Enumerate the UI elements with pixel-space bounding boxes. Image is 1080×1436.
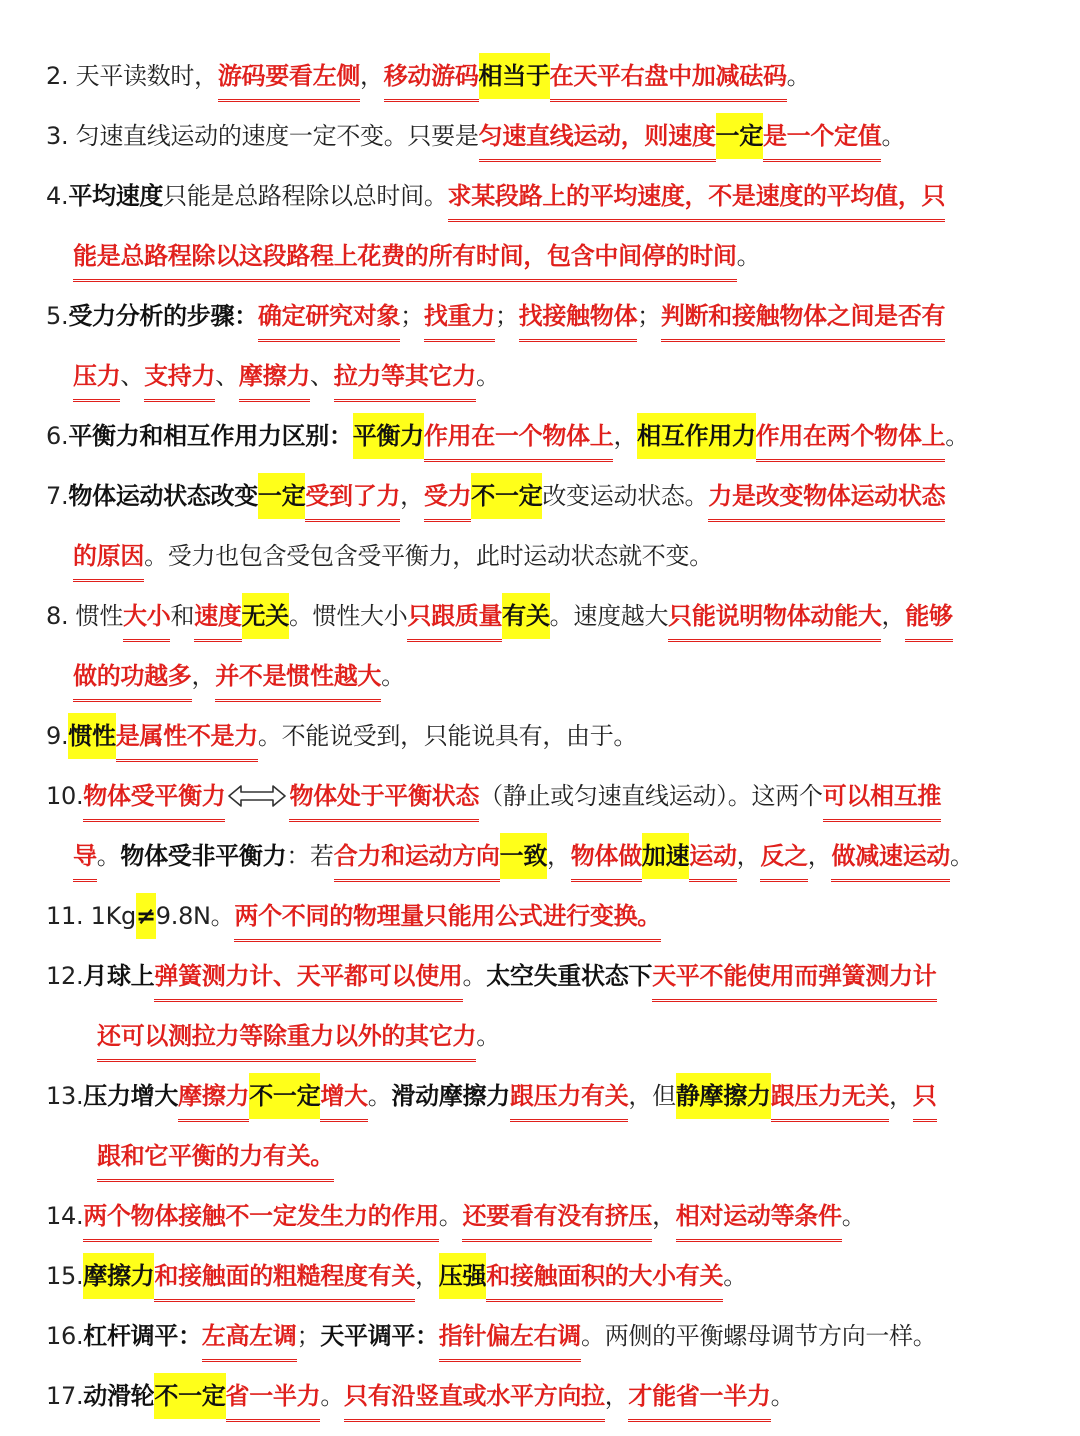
- text-segment: ，: [736, 842, 761, 870]
- text-segment: 和: [170, 602, 195, 630]
- item-8-cont: [0, 653, 1080, 703]
- underlined-red-text: 反之: [760, 833, 807, 882]
- text-segment: 6.: [46, 422, 69, 450]
- bold-text: 平均速度: [68, 182, 164, 210]
- highlighted-text: 惯性: [68, 713, 115, 759]
- text-segment: ，但: [628, 1082, 676, 1110]
- underlined-red-text: 确定研究对象: [258, 293, 400, 342]
- highlighted-text: 不一定: [249, 1073, 320, 1119]
- underlined-red-text: 两个不同的物理量只能用公式进行变换。: [234, 893, 661, 942]
- highlighted-text: 相互作用力: [637, 413, 756, 459]
- underlined-red-text: 受到了力: [305, 473, 400, 522]
- item-10-cont: [0, 833, 1080, 883]
- item-4: [0, 173, 1080, 223]
- text-segment: ，: [807, 842, 832, 870]
- underlined-red-text: 找接触物体: [519, 293, 638, 342]
- item-9: [0, 713, 1080, 763]
- text-segment: 11. 1Kg: [46, 902, 136, 930]
- highlighted-text: 有关: [502, 593, 549, 639]
- text-segment: 、: [120, 362, 145, 390]
- item-4-cont: [0, 233, 1080, 283]
- underlined-red-text: 能是总路程除以这段路程上花费的所有时间，包含中间停的时间: [73, 233, 737, 282]
- underlined-red-text: 增大: [320, 1073, 367, 1122]
- highlighted-text: 加速: [642, 833, 689, 879]
- underlined-red-text: 力是改变物体运动状态: [708, 473, 945, 522]
- text-segment: 。: [475, 362, 500, 390]
- underlined-red-text: 可以相互推: [823, 773, 942, 822]
- underlined-red-text: 还可以测拉力等除重力以外的其它力: [97, 1013, 476, 1062]
- text-segment: 。: [841, 1202, 866, 1230]
- text-segment: 。: [96, 842, 121, 870]
- underlined-red-text: 左高左调: [202, 1313, 297, 1362]
- underlined-red-text: 物体处于平衡状态: [289, 773, 479, 822]
- underlined-red-text: 只跟质量: [407, 593, 502, 642]
- highlighted-text: 不一定: [471, 473, 542, 519]
- underlined-red-text: 匀速直线运动，则速度: [479, 113, 716, 162]
- item-8: [0, 593, 1080, 643]
- text-segment: 9.: [46, 722, 69, 750]
- underlined-red-text: 弹簧测力计、天平都可以使用: [154, 953, 462, 1002]
- highlighted-text: 压强: [439, 1253, 486, 1299]
- bold-text: 动滑轮: [83, 1382, 155, 1410]
- text-segment: 。: [462, 962, 487, 990]
- text-segment: ；: [400, 302, 424, 330]
- text-segment: ，: [889, 1082, 913, 1110]
- bold-text: 月球上: [83, 962, 155, 990]
- highlighted-text: 平衡力: [353, 413, 424, 459]
- text-segment: ，: [400, 482, 424, 510]
- item-10: [0, 773, 1080, 823]
- text-segment: ，: [547, 842, 571, 870]
- highlighted-text: 一定: [716, 113, 763, 159]
- underlined-red-text: 物体做: [571, 833, 642, 882]
- text-segment: 。: [881, 122, 906, 150]
- bold-text: 滑动摩擦力: [391, 1082, 510, 1110]
- item-14: [0, 1193, 1080, 1243]
- text-segment: 4.: [46, 182, 69, 210]
- underlined-red-text: 并不是惯性越大: [215, 653, 381, 702]
- underlined-red-text: 省一半力: [226, 1373, 321, 1422]
- text-segment: 只能是总路程除以总时间。: [163, 182, 448, 210]
- text-segment: 5.: [46, 302, 69, 330]
- bold-text: 压力增大: [83, 1082, 179, 1110]
- text-segment: 。: [723, 1262, 747, 1290]
- highlighted-text: 摩擦力: [83, 1253, 154, 1299]
- item-13: [0, 1073, 1080, 1123]
- underlined-red-text: 指针偏左右调: [439, 1313, 581, 1362]
- text-segment: 。: [770, 1382, 795, 1410]
- underlined-red-text: 求某段路上的平均速度，不是速度的平均值，只: [448, 173, 946, 222]
- text-segment: 。: [945, 422, 969, 450]
- text-segment: 。不能说受到，只能说具有，由于。: [257, 722, 638, 750]
- highlighted-text: 一定: [258, 473, 305, 519]
- underlined-red-text: 能够: [905, 593, 952, 642]
- underlined-red-text: 受力: [424, 473, 471, 522]
- text-segment: ；: [637, 302, 661, 330]
- text-segment: 8. 惯性: [46, 602, 124, 630]
- bold-text: 物体运动状态改变: [68, 482, 258, 510]
- text-segment: 2. 天平读数时，: [46, 62, 218, 90]
- highlighted-text: 相当于: [479, 53, 550, 99]
- underlined-red-text: 的原因: [73, 533, 144, 582]
- item-15: [0, 1253, 1080, 1303]
- highlighted-text: 不一定: [154, 1373, 225, 1419]
- text-segment: 14.: [46, 1202, 84, 1230]
- text-segment: 7.: [46, 482, 69, 510]
- highlighted-text: ≠: [136, 893, 156, 939]
- underlined-red-text: 找重力: [424, 293, 495, 342]
- underlined-red-text: 才能省一半力: [628, 1373, 770, 1422]
- underlined-red-text: 只: [913, 1073, 937, 1122]
- underlined-red-text: 支持力: [144, 353, 215, 402]
- text-segment: 。: [320, 1382, 345, 1410]
- text-segment: 。: [381, 662, 405, 690]
- item-5-cont: [0, 353, 1080, 403]
- text-segment: 12.: [46, 962, 84, 990]
- text-segment: 10.: [46, 782, 84, 810]
- underlined-red-text: 还要看有没有挤压: [462, 1193, 652, 1242]
- bold-text: 天平调平：: [320, 1322, 439, 1350]
- underlined-red-text: 移动游码: [384, 53, 479, 102]
- bold-text: 平衡力和相互作用力区别：: [68, 422, 353, 450]
- item-6: [0, 413, 1080, 463]
- text-segment: 9.8N。: [155, 902, 235, 930]
- text-segment: 。惯性大小: [288, 602, 408, 630]
- item-12: [0, 953, 1080, 1003]
- underlined-red-text: 是属性不是力: [116, 713, 258, 762]
- text-segment: ，: [604, 1382, 629, 1410]
- text-segment: （静止或匀速直线运动）。这两个: [479, 782, 823, 810]
- item-12-cont: [0, 1013, 1080, 1063]
- underlined-red-text: 跟压力无关: [771, 1073, 890, 1122]
- bold-text: 太空失重状态下: [486, 962, 653, 990]
- bold-text: 物体受非平衡力: [120, 842, 287, 870]
- text-segment: 16.: [46, 1322, 84, 1350]
- underlined-red-text: 合力和运动方向: [334, 833, 500, 882]
- item-2: [0, 53, 1080, 103]
- item-11: [0, 893, 1080, 943]
- underlined-red-text: 压力: [73, 353, 120, 402]
- text-segment: ，: [191, 662, 216, 690]
- underlined-red-text: 天平不能使用而弹簧测力计: [652, 953, 936, 1002]
- underlined-red-text: 大小: [123, 593, 170, 642]
- underlined-red-text: 做的功越多: [73, 653, 192, 702]
- underlined-red-text: 作用在两个物体上: [756, 413, 946, 462]
- underlined-red-text: 两个物体接触不一定发生力的作用: [83, 1193, 439, 1242]
- text-segment: 。: [438, 1202, 463, 1230]
- bold-text: 杠杆调平：: [83, 1322, 202, 1350]
- item-16: [0, 1313, 1080, 1363]
- text-segment: ；: [494, 302, 519, 330]
- underlined-red-text: 和接触面积的大小有关: [486, 1253, 723, 1302]
- highlighted-text: 无关: [242, 593, 289, 639]
- underlined-red-text: 作用在一个物体上: [424, 413, 614, 462]
- underlined-red-text: 是一个定值: [763, 113, 882, 162]
- text-segment: 。: [367, 1082, 392, 1110]
- underlined-red-text: 导: [73, 833, 97, 882]
- text-segment: 3. 匀速直线运动的速度一定不变。只要是: [46, 122, 479, 150]
- item-13-cont: [0, 1133, 1080, 1183]
- double-arrow-icon: [225, 773, 289, 819]
- text-segment: ，: [613, 422, 638, 450]
- text-segment: ，: [415, 1262, 439, 1290]
- text-segment: 。受力也包含受包含受平衡力，此时运动状态就不变。: [144, 542, 713, 570]
- underlined-red-text: 在天平右盘中加减砝码: [550, 53, 787, 102]
- text-segment: ：若: [286, 842, 334, 870]
- text-segment: 、: [310, 362, 334, 390]
- underlined-red-text: 运动: [689, 833, 736, 882]
- text-segment: 、: [215, 362, 239, 390]
- highlighted-text: 静摩擦力: [676, 1073, 771, 1119]
- text-segment: 。: [476, 1022, 500, 1050]
- item-5: [0, 293, 1080, 343]
- underlined-red-text: 和接触面的粗糙程度有关: [154, 1253, 415, 1302]
- item-3: [0, 113, 1080, 163]
- underlined-red-text: 只有沿竖直或水平方向拉: [344, 1373, 605, 1422]
- item-7-cont: [0, 533, 1080, 583]
- underlined-red-text: 相对运动等条件: [676, 1193, 842, 1242]
- text-segment: 。两侧的平衡螺母调节方向一样。: [581, 1322, 937, 1350]
- underlined-red-text: 游码要看左侧: [218, 53, 360, 102]
- text-segment: ，: [652, 1202, 676, 1230]
- text-segment: 改变运动状态。: [542, 482, 709, 510]
- underlined-red-text: 速度: [194, 593, 241, 642]
- text-segment: 15.: [46, 1262, 84, 1290]
- text-segment: 。: [736, 242, 761, 270]
- text-segment: 。: [949, 842, 974, 870]
- bold-text: 受力分析的步骤：: [68, 302, 258, 330]
- highlighted-text: 一致: [500, 833, 547, 879]
- underlined-red-text: 只能说明物体动能大: [668, 593, 881, 642]
- underlined-red-text: 物体受平衡力: [83, 773, 225, 822]
- underlined-red-text: 判断和接触物体之间是否有: [661, 293, 945, 342]
- text-segment: ，: [360, 62, 384, 90]
- text-segment: 13.: [46, 1082, 84, 1110]
- item-7: [0, 473, 1080, 523]
- underlined-red-text: 跟和它平衡的力有关。: [97, 1133, 334, 1182]
- underlined-red-text: 做减速运动: [831, 833, 950, 882]
- underlined-red-text: 摩擦力: [178, 1073, 249, 1122]
- text-segment: 。: [786, 62, 811, 90]
- text-segment: ，: [881, 602, 906, 630]
- underlined-red-text: 跟压力有关: [510, 1073, 629, 1122]
- item-17: [0, 1373, 1080, 1423]
- text-segment: 17.: [46, 1382, 84, 1410]
- text-segment: 。速度越大: [549, 602, 669, 630]
- underlined-red-text: 摩擦力: [239, 353, 310, 402]
- text-segment: ；: [296, 1322, 321, 1350]
- underlined-red-text: 拉力等其它力: [334, 353, 476, 402]
